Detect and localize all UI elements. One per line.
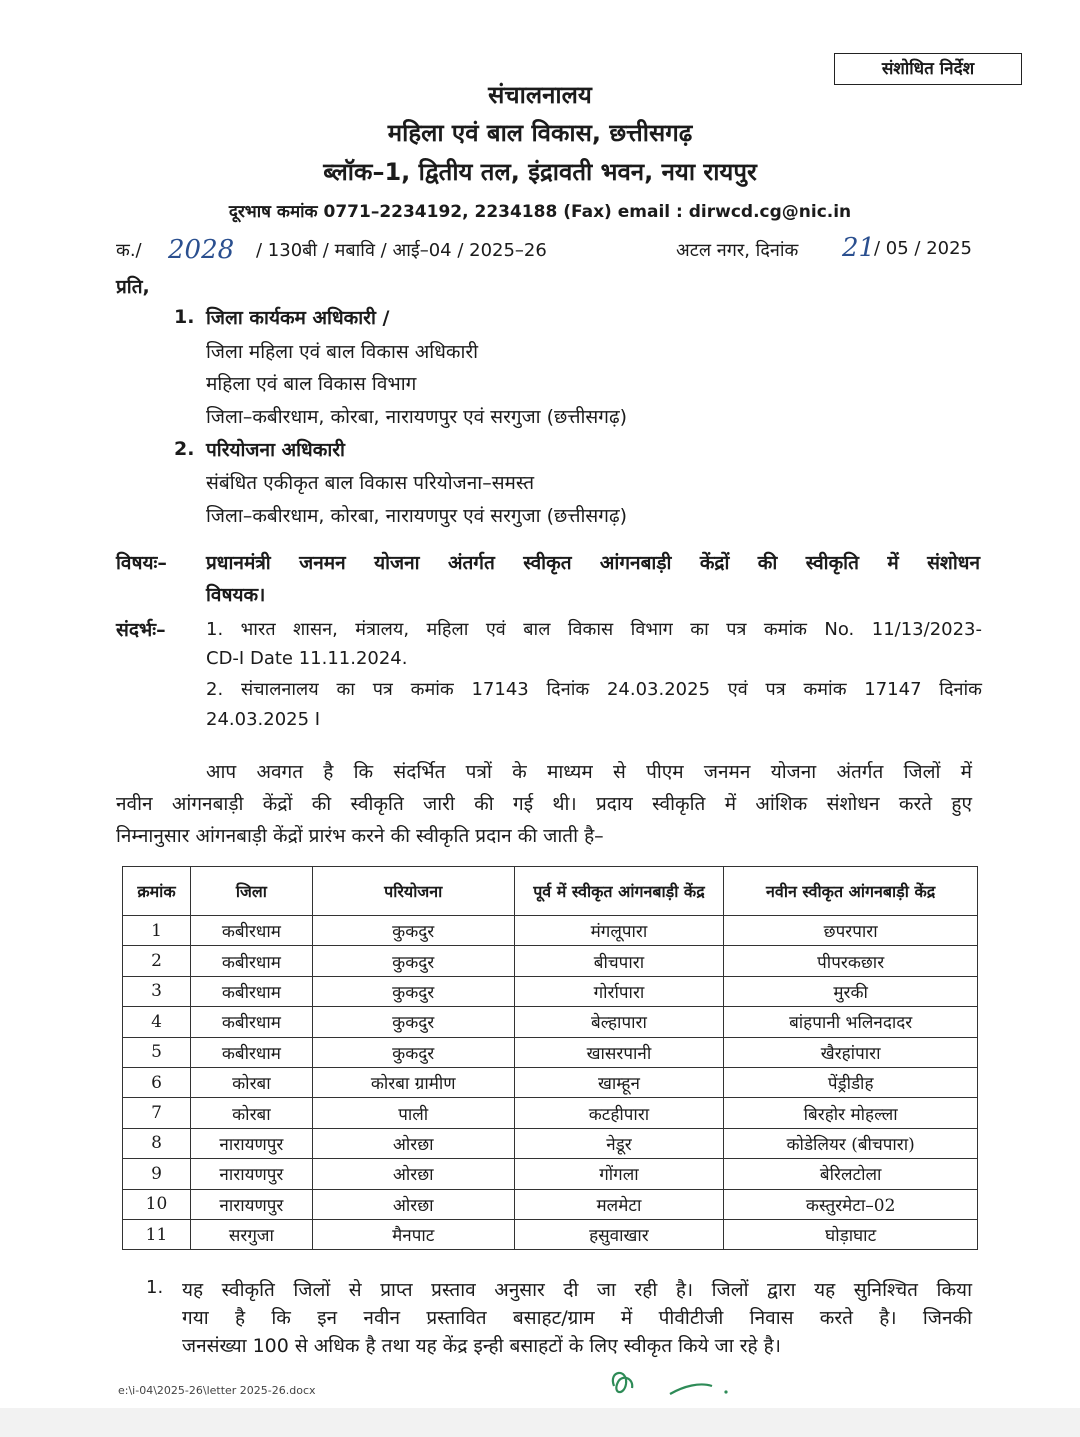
cell-district: कबीरधाम (190, 976, 312, 1006)
cell-previous-centre: खासरपानी (514, 1037, 724, 1067)
table-row (123, 1189, 978, 1219)
cell-serial: 5 (123, 1037, 191, 1067)
table-row (123, 976, 978, 1006)
cell-new-centre: बांहपानी भलिनदादर (724, 1007, 978, 1037)
note-line3: जनसंख्या 100 से अधिक है तथा यह केंद्र इन्ही बसाहटों के लिए स्वीकृत किये जा रहे है। (182, 1335, 781, 1357)
to-item1-line: महिला एवं बाल विकास विभाग (206, 373, 417, 395)
to-item2-line: संबंधित एकीकृत बाल विकास परियोजना–समस्त (206, 472, 535, 494)
cell-serial: 10 (123, 1189, 191, 1219)
header-address: ब्लॉक–1, द्वितीय तल, इंद्रावती भवन, नया रायपुर (323, 158, 757, 186)
to-item2-line: जिला–कबीरधाम, कोरबा, नारायणपुर एवं सरगुजा (छत्तीसगढ़) (206, 505, 628, 527)
cell-district: कबीरधाम (190, 946, 312, 976)
cell-previous-centre: कटहीपारा (514, 1098, 724, 1128)
cell-project: कुकदुर (312, 946, 514, 976)
handwritten-day: 21 (842, 233, 876, 263)
col-header-previous-centre: पूर्व में स्वीकृत आंगनबाड़ी केंद्र (514, 867, 724, 916)
col-header-district: जिला (190, 867, 312, 916)
cell-serial: 7 (123, 1098, 191, 1128)
subject-label: विषयः– (116, 552, 167, 574)
cell-serial: 3 (123, 976, 191, 1006)
to-item1-line: जिला महिला एवं बाल विकास अधिकारी (206, 341, 479, 363)
cell-new-centre: घोड़ाघाट (724, 1219, 978, 1249)
header-department: महिला एवं बाल विकास, छत्तीसगढ़ (387, 119, 693, 147)
handwritten-letter-number: 2028 (168, 235, 235, 265)
table-row (123, 1219, 978, 1249)
note-line2: गया है कि इन नवीन प्रस्तावित बसाहट/ग्राम में पीवीटीजी निवास करते है। जिनकी (182, 1307, 972, 1329)
cell-project: ओरछा (312, 1159, 514, 1189)
note-line1: यह स्वीकृति जिलों से प्राप्त प्रस्ताव अनुसार दी जा रही है। जिलों द्वारा यह सुनिश्चित किया (182, 1279, 972, 1301)
table-header-row (123, 867, 978, 916)
cell-new-centre: खैरहांपारा (724, 1037, 978, 1067)
cell-project: मैनपाट (312, 1219, 514, 1249)
subject-line1: प्रधानमंत्री जनमन योजना अंतर्गत स्वीकृत आंगनबाड़ी केंद्रों की स्वीकृति में संशोधन (206, 552, 980, 574)
cell-project: ओरछा (312, 1128, 514, 1158)
cell-district: कोरबा (190, 1067, 312, 1097)
ref2-line1: 2. संचालनालय का पत्र कमांक 17143 दिनांक 24.03.2025 एवं पत्र कमांक 17147 दिनांक (206, 679, 982, 700)
cell-district: कबीरधाम (190, 1007, 312, 1037)
ref1-line1: 1. भारत शासन, मंत्रालय, महिला एवं बाल विकास विभाग का पत्र कमांक No. 11/13/2023- (206, 619, 982, 640)
cell-district: नारायणपुर (190, 1159, 312, 1189)
cell-project: पाली (312, 1098, 514, 1128)
cell-serial: 6 (123, 1067, 191, 1097)
to-item2-no: 2. (174, 438, 195, 460)
header-office: संचालनालय (488, 81, 592, 109)
initials-signature (604, 1364, 744, 1404)
ref-prefix: क./ (116, 240, 142, 261)
cell-project: कोरबा ग्रामीण (312, 1067, 514, 1097)
cell-project: कुकदुर (312, 916, 514, 946)
cell-new-centre: छपरपारा (724, 916, 978, 946)
cell-serial: 8 (123, 1128, 191, 1158)
subject-line2: विषयक। (206, 584, 266, 606)
cell-previous-centre: मंगलूपारा (514, 916, 724, 946)
table-row (123, 916, 978, 946)
cell-previous-centre: बेल्हापारा (514, 1007, 724, 1037)
cell-new-centre: पेंड्रीडीह (724, 1067, 978, 1097)
cell-serial: 2 (123, 946, 191, 976)
cell-new-centre: बेरिलटोला (724, 1159, 978, 1189)
note-number: 1. (146, 1277, 164, 1298)
date-rest: / 05 / 2025 (874, 238, 973, 259)
ref-code: / 130बी / मबावि / आई–04 / 2025–26 (256, 240, 547, 261)
header-contact: दूरभाष कमांक 0771–2234192, 2234188 (Fax) email : dirwcd.cg@nic.in (228, 202, 852, 222)
cell-serial: 1 (123, 916, 191, 946)
cell-district: कबीरधाम (190, 916, 312, 946)
to-label: प्रति, (116, 276, 150, 298)
table-row (123, 1007, 978, 1037)
to-item1-title: जिला कार्यकम अधिकारी / (206, 307, 390, 329)
cell-district: नारायणपुर (190, 1128, 312, 1158)
place-date-label: अटल नगर, दिनांक (676, 240, 799, 261)
cell-project: ओरछा (312, 1189, 514, 1219)
cell-previous-centre: गोंगला (514, 1159, 724, 1189)
cell-previous-centre: हसुवाखार (514, 1219, 724, 1249)
revised-instruction-badge: संशोधित निर्देश (834, 53, 1022, 85)
cell-district: सरगुजा (190, 1219, 312, 1249)
cell-district: कोरबा (190, 1098, 312, 1128)
cell-new-centre: मुरकी (724, 976, 978, 1006)
table-row (123, 1128, 978, 1158)
cell-project: कुकदुर (312, 976, 514, 1006)
ref1-line2: CD-I Date 11.11.2024. (206, 648, 408, 669)
to-item1-no: 1. (174, 306, 195, 328)
cell-project: कुकदुर (312, 1037, 514, 1067)
to-item1-line: जिला–कबीरधाम, कोरबा, नारायणपुर एवं सरगुजा (छत्तीसगढ़) (206, 406, 628, 428)
cell-district: कबीरधाम (190, 1037, 312, 1067)
cell-new-centre: पीपरकछार (724, 946, 978, 976)
cell-new-centre: बिरहोर मोहल्ला (724, 1098, 978, 1128)
refs-label: संदर्भः– (116, 619, 166, 641)
body-line2: नवीन आंगनबाड़ी केंद्रों की स्वीकृति जारी की गई थी। प्रदाय स्वीकृति में आंशिक संशोधन करते हुए (116, 793, 972, 815)
body-line1: आप अवगत है कि संदर्भित पत्रों के माध्यम से पीएम जनमन योजना अंतर्गत जिलों में (206, 761, 972, 783)
table-row (123, 1159, 978, 1189)
cell-new-centre: कस्तुरमेटा–02 (724, 1189, 978, 1219)
cell-new-centre: कोडेलियर (बीचपारा) (724, 1128, 978, 1158)
col-header-project: परियोजना (312, 867, 514, 916)
anganwadi-table (122, 866, 978, 1250)
cell-previous-centre: मलमेटा (514, 1189, 724, 1219)
table-row (123, 1098, 978, 1128)
table-row (123, 1067, 978, 1097)
ref2-line2: 24.03.2025 I (206, 709, 321, 730)
to-item2-title: परियोजना अधिकारी (206, 439, 345, 461)
cell-previous-centre: नेडूर (514, 1128, 724, 1158)
col-header-new-centre: नवीन स्वीकृत आंगनबाड़ी केंद्र (724, 867, 978, 916)
cell-previous-centre: खाम्हून (514, 1067, 724, 1097)
table-row (123, 946, 978, 976)
cell-serial: 9 (123, 1159, 191, 1189)
cell-previous-centre: बीचपारा (514, 946, 724, 976)
table-row (123, 1037, 978, 1067)
col-header-serial: क्रमांक (123, 867, 191, 916)
cell-previous-centre: गोर्रापारा (514, 976, 724, 1006)
cell-serial: 4 (123, 1007, 191, 1037)
cell-serial: 11 (123, 1219, 191, 1249)
file-path-footer: e:\i-04\2025-26\letter 2025-26.docx (118, 1384, 316, 1397)
page-bottom-strip (0, 1408, 1080, 1437)
body-line3: निम्नानुसार आंगनबाड़ी केंद्रों प्रारंभ करने की स्वीकृति प्रदान की जाती है– (116, 825, 604, 847)
cell-district: नारायणपुर (190, 1189, 312, 1219)
cell-project: कुकदुर (312, 1007, 514, 1037)
